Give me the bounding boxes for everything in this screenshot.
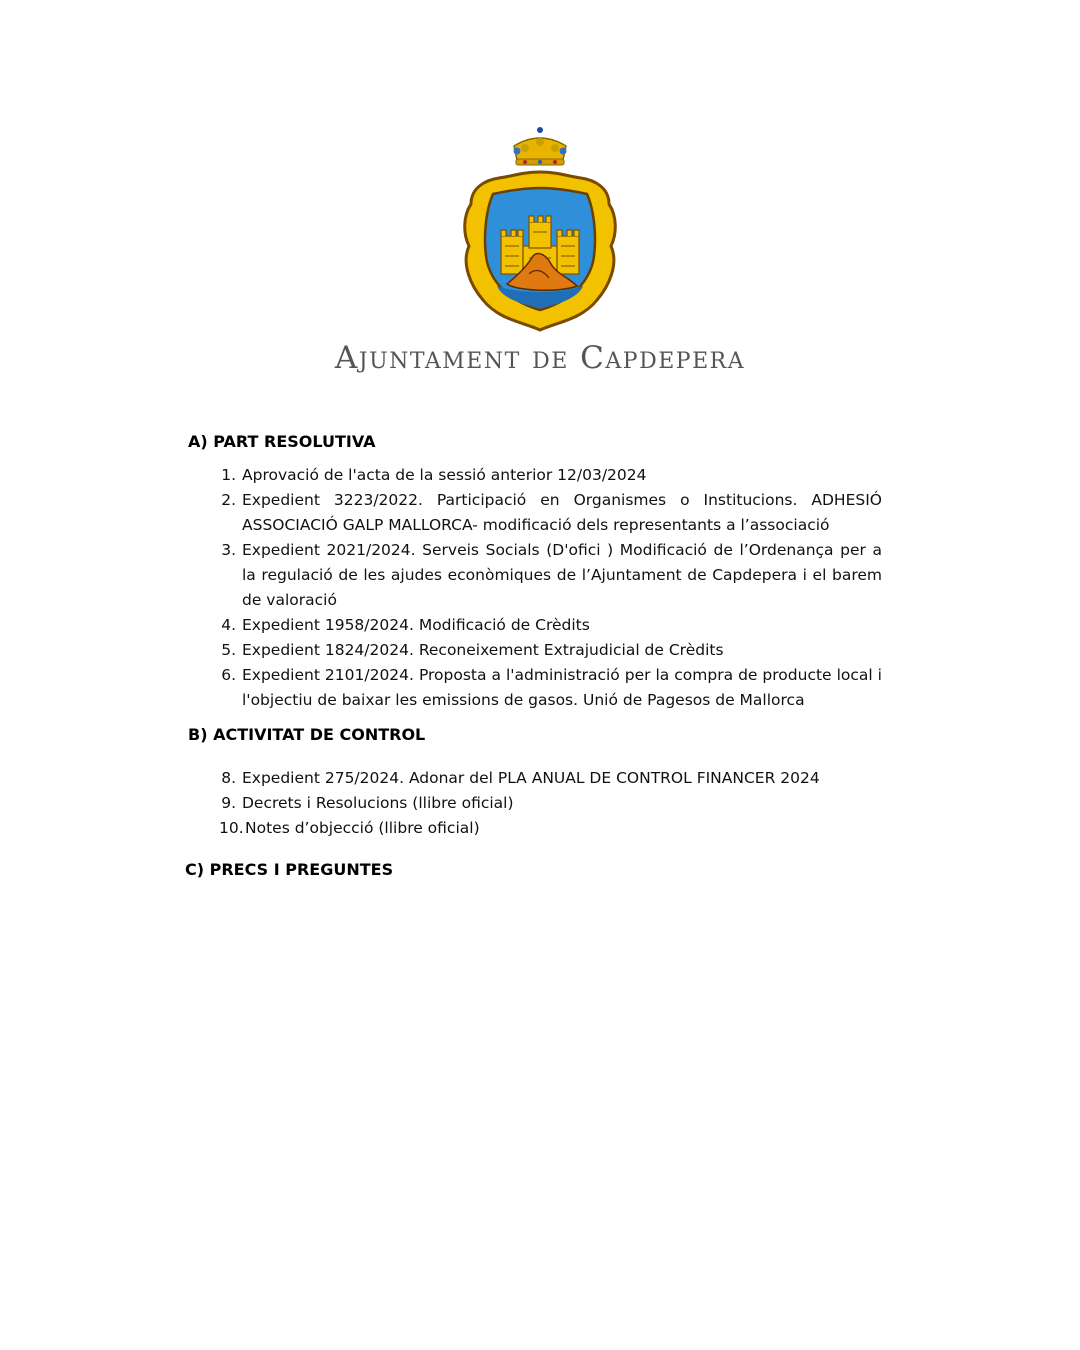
shield-icon xyxy=(465,172,616,330)
agenda-item xyxy=(188,791,882,816)
agenda-list-part-resolutiva xyxy=(188,463,882,713)
agenda-list-activitat-de-control xyxy=(188,766,882,841)
item-number: 10. xyxy=(219,819,244,837)
item-number: 1. xyxy=(221,466,236,484)
section-heading-precs-i-preguntes: C) PRECS I PREGUNTES xyxy=(185,860,394,879)
item-number: 4. xyxy=(221,616,236,634)
agenda-item xyxy=(188,463,882,488)
item-number: 9. xyxy=(221,794,236,812)
crown-icon xyxy=(514,127,567,165)
item-text: Aprovació de l'acta de la sessió anterior 12/03/2024 xyxy=(242,466,647,484)
item-number: 8. xyxy=(221,769,236,787)
item-text: Expedient 2021/2024. Serveis Socials (D'ofici ) Modificació de l’Ordenança per a la regulació de les ajudes econòmiques de l’Ajuntament de Capdepera i el barem de valoració xyxy=(242,541,882,609)
item-text: Expedient 1958/2024. Modificació de Crèdits xyxy=(242,616,590,634)
item-number: 2. xyxy=(221,491,236,509)
item-text: Expedient 1824/2024. Reconeixement Extrajudicial de Crèdits xyxy=(242,641,724,659)
agenda-item xyxy=(188,613,882,638)
agenda-item xyxy=(188,638,882,663)
item-number: 3. xyxy=(221,541,236,559)
item-text: Decrets i Resolucions (llibre oficial) xyxy=(242,794,514,812)
item-text: Expedient 2101/2024. Proposta a l'administració per la compra de producte local i l'objectiu de baixar les emissions de gasos. Unió de Pagesos de Mallorca xyxy=(242,666,882,709)
section-heading-part-resolutiva: A) PART RESOLUTIVA xyxy=(188,432,376,451)
item-number: 5. xyxy=(221,641,236,659)
section-heading-activitat-de-control: B) ACTIVITAT DE CONTROL xyxy=(188,725,426,744)
agenda-item xyxy=(188,663,882,713)
agenda-item xyxy=(188,488,882,538)
item-text: Expedient 275/2024. Adonar del PLA ANUAL DE CONTROL FINANCER 2024 xyxy=(242,769,820,787)
agenda-item xyxy=(188,538,882,613)
agenda-item xyxy=(188,766,882,791)
org-name: Ajuntament de Capdepera xyxy=(334,340,746,376)
item-text: Expedient 3223/2022. Participació en Organismes o Institucions. ADHESIÓ ASSOCIACIÓ GALP MALLORCA- modificació dels representants a l’associació xyxy=(242,491,882,534)
item-text: Notes d’objecció (llibre oficial) xyxy=(245,819,480,837)
coat-of-arms-logo xyxy=(459,124,621,336)
item-number: 6. xyxy=(221,666,236,684)
agenda-item xyxy=(188,816,882,841)
